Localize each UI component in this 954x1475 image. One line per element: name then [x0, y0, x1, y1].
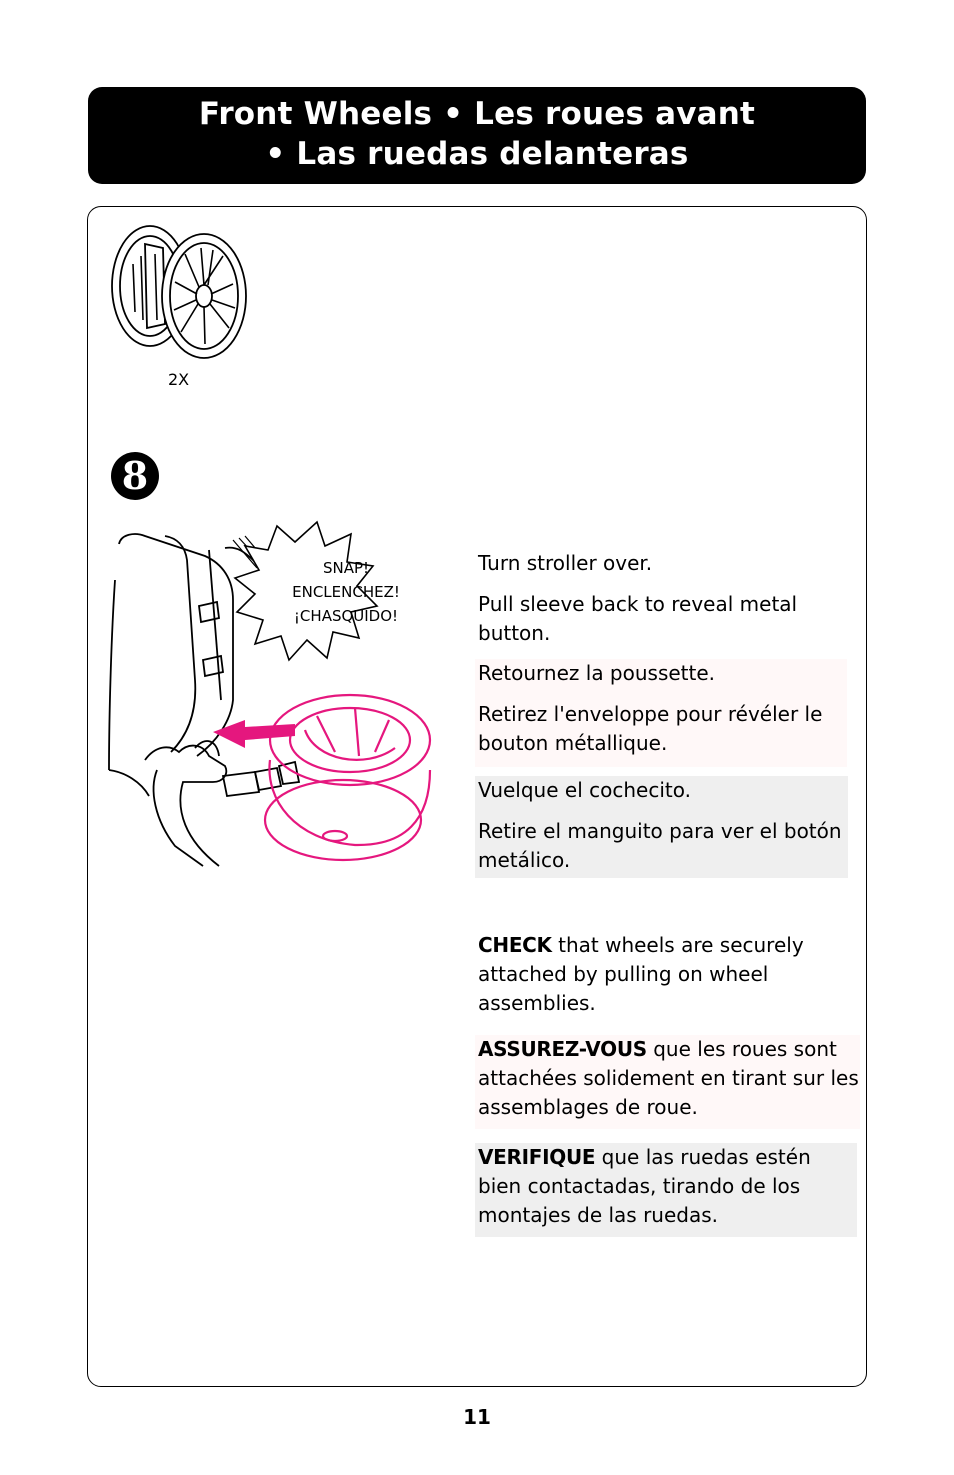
- header-title-line-1: Front Wheels • Les roues avant: [198, 96, 756, 132]
- check-text: que las ruedas estén bien contactadas, tirando de los montajes de las ruedas.: [478, 1145, 811, 1227]
- instruction-line: Pull sleeve back to reveal metal button.: [478, 592, 798, 645]
- header-title-line-2: • Las ruedas delanteras: [265, 136, 689, 172]
- instruction-line: Retire el manguito para ver el botón metálico.: [478, 819, 842, 872]
- check-keyword: VERIFIQUE: [478, 1145, 596, 1169]
- check-keyword: ASSUREZ-VOUS: [478, 1037, 647, 1061]
- front-wheel-icon: [105, 224, 250, 364]
- step-number-badge: 8: [111, 452, 159, 500]
- instructions-english: [475, 549, 845, 648]
- check-english: [475, 931, 845, 1018]
- burst-line-french: ENCLENCHEZ!: [292, 583, 400, 601]
- instruction-line: Retournez la poussette.: [478, 661, 716, 685]
- check-spanish: [475, 1143, 857, 1237]
- instructions-french: [475, 659, 847, 767]
- page-number: 11: [463, 1405, 491, 1429]
- check-keyword: CHECK: [478, 933, 552, 957]
- burst-line-spanish: ¡CHASQUIDO!: [293, 607, 399, 625]
- check-text: que les roues sont attachées solidement en tirant sur les assemblages de roue.: [478, 1037, 859, 1119]
- check-french: [475, 1035, 860, 1129]
- check-text: that wheels are securely attached by pulling on wheel assemblies.: [478, 933, 804, 1015]
- instruction-line: Turn stroller over.: [478, 551, 653, 575]
- instruction-line: Retirez l'enveloppe pour révéler le bouton métallique.: [478, 702, 823, 755]
- instruction-line: Vuelque el cochecito.: [478, 778, 691, 802]
- snap-burst-text: [268, 556, 424, 628]
- section-header: [88, 87, 866, 184]
- quantity-label: 2X: [168, 370, 190, 389]
- burst-line-english: SNAP!: [322, 559, 370, 577]
- instructions-spanish: [475, 776, 848, 878]
